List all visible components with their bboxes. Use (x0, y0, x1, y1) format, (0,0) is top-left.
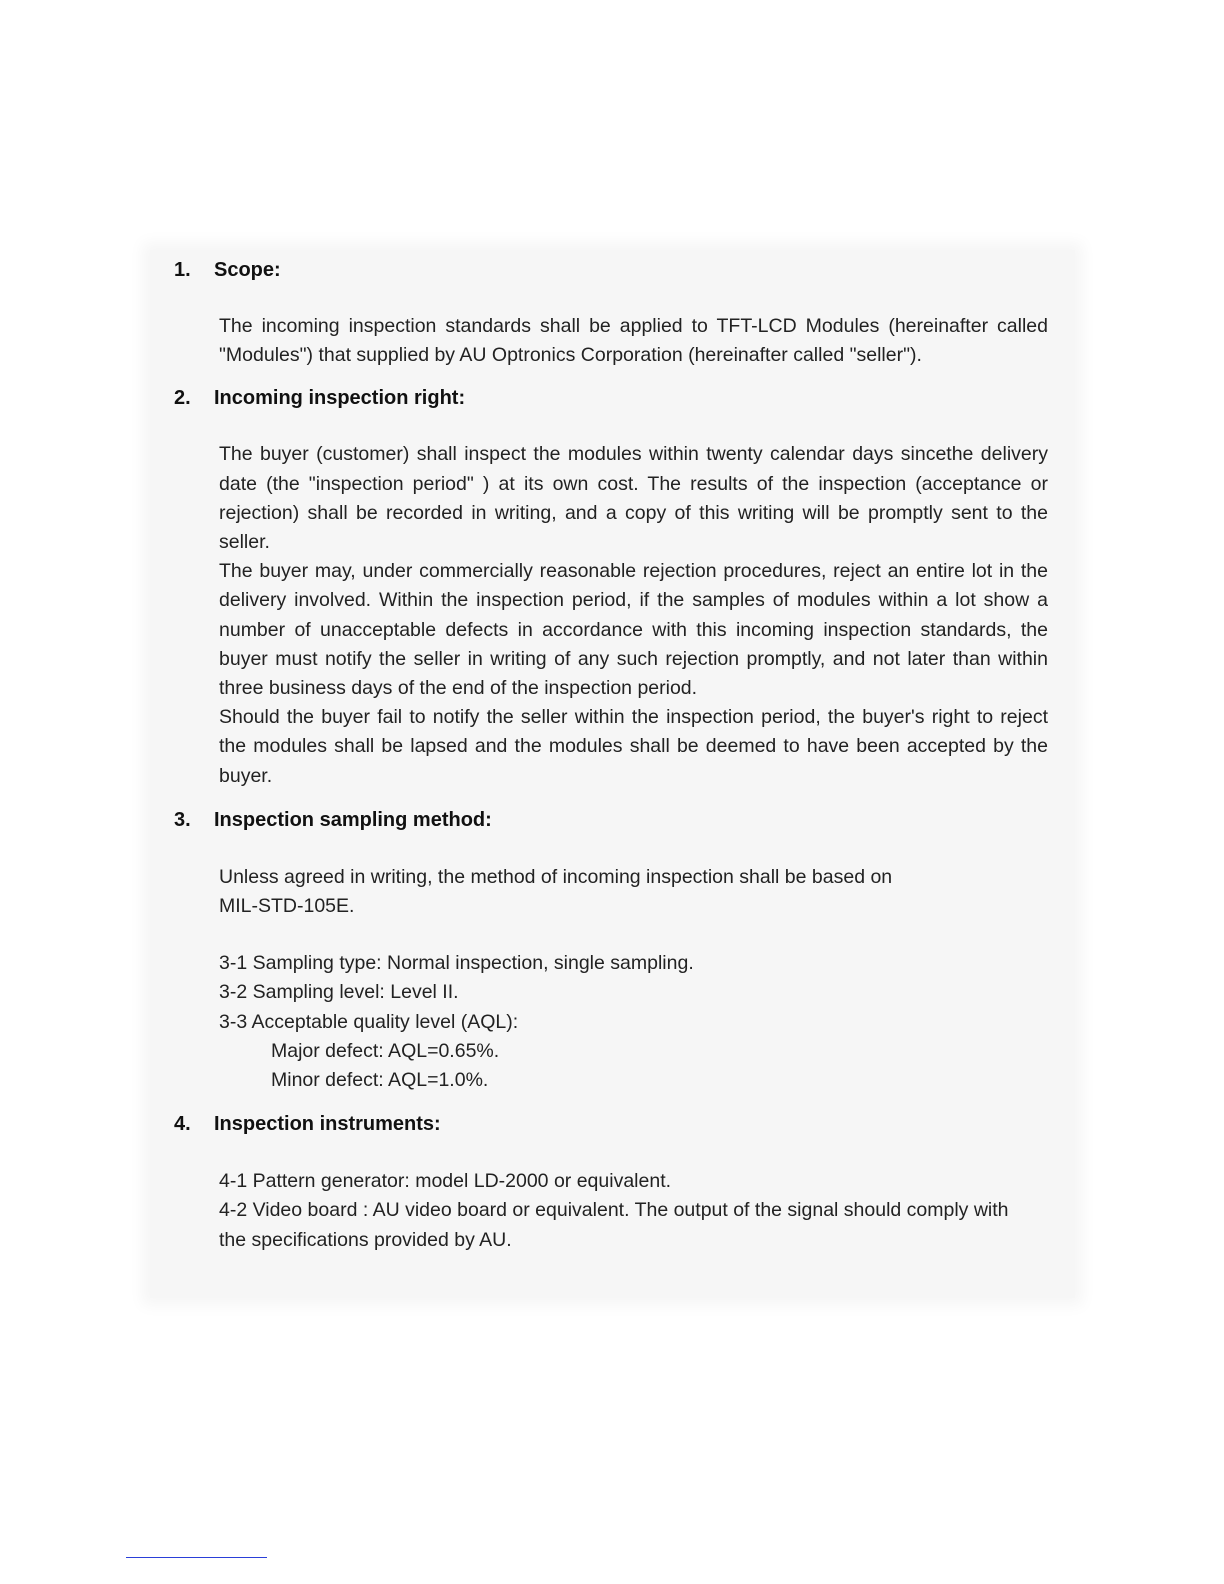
section-number: 4. (174, 1113, 191, 1136)
list-item: 3-2 Sampling level: Level II. (219, 981, 459, 1004)
intro-line: Unless agreed in writing, the method of incoming inspection shall be based on (219, 865, 893, 888)
section-title: Inspection sampling method: (214, 808, 492, 831)
sampling-method-body (219, 863, 1048, 1095)
sub-list-item: Minor defect: AQL=1.0%. (271, 1069, 489, 1092)
incoming-inspection-right-body (219, 440, 1048, 790)
section-heading-scope (174, 255, 1048, 285)
section-number: 1. (174, 259, 191, 281)
sub-list-item: Major defect: AQL=0.65%. (271, 1039, 500, 1062)
section-title: Inspection instruments: (214, 1113, 441, 1136)
paragraph: The buyer may, under commercially reasonable rejection procedures, reject an entire lot in the delivery involved. Within the inspection period, if the samples of modules within a lot show a number of unacceptable defects in accordance with this incoming inspection standards, the buyer must notify the seller in writing of any such rejection promptly, and not later than within three business days of the end of the inspection period. (219, 560, 1048, 700)
paragraph: The buyer (customer) shall inspect the modules within twenty calendar days sincethe delivery date (the "inspection period" ) at its own cost. The results of the inspection (acceptance or rejection) shall be recorded in writing, and a copy of this writing will be promptly sent to the seller. (219, 443, 1048, 554)
document-body (174, 255, 1048, 1255)
footnote-separator (126, 1557, 267, 1558)
list-item: 4-2 Video board : AU video board or equivalent. The output of the signal should comply with the specifications provided by AU. (219, 1199, 1009, 1251)
paragraph: The incoming inspection standards shall be applied to TFT-LCD Modules (hereinafter called "Modules") that supplied by AU Optronics Corporation (hereinafter called "seller"). (219, 315, 1048, 367)
section-number: 3. (174, 808, 191, 831)
inspection-instruments-body (219, 1167, 1048, 1255)
section-heading-inspection-instruments (174, 1109, 1048, 1139)
list-item: 3-3 Acceptable quality level (AQL): (219, 1010, 519, 1033)
section-number: 2. (174, 387, 191, 410)
list-item: 3-1 Sampling type: Normal inspection, single sampling. (219, 952, 694, 975)
section-heading-sampling-method (174, 805, 1048, 835)
paragraph: Should the buyer fail to notify the seller within the inspection period, the buyer's right to reject the modules shall be lapsed and the modules shall be deemed to have been accepted by the buyer. (219, 706, 1048, 787)
scope-body (219, 312, 1048, 370)
section-heading-incoming-inspection-right (174, 383, 1048, 413)
intro-line: MIL-STD-105E. (219, 895, 355, 918)
section-title: Incoming inspection right: (214, 387, 466, 410)
list-item: 4-1 Pattern generator: model LD-2000 or equivalent. (219, 1170, 672, 1193)
section-title: Scope: (214, 259, 281, 281)
